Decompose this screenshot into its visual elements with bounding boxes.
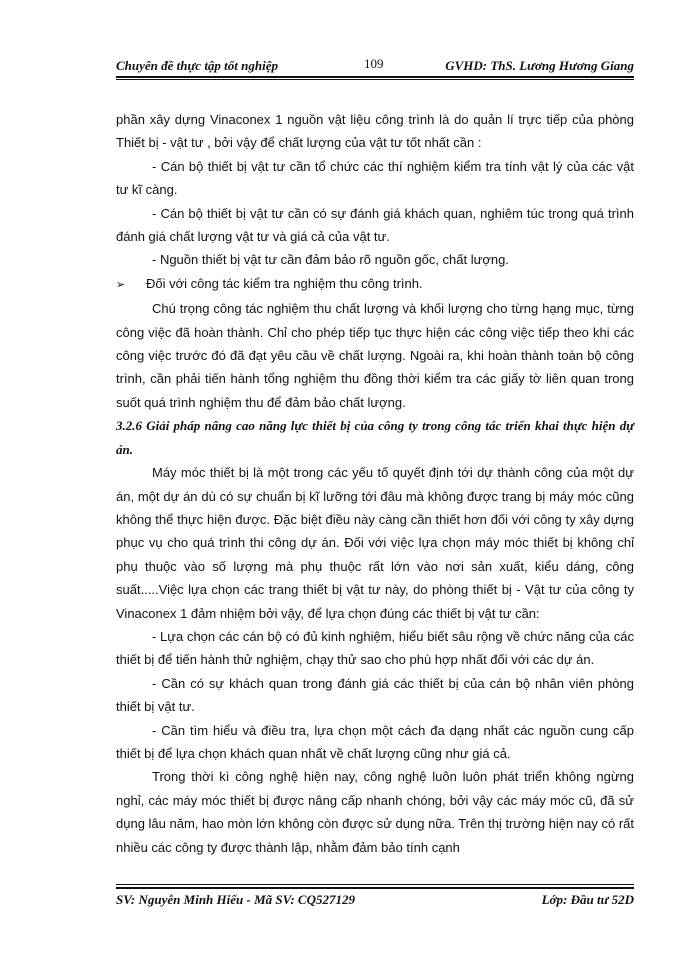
footer-class: Lớp: Đầu tư 52D <box>541 892 634 907</box>
bullet-item <box>116 272 634 297</box>
section-heading: 3.2.6 Giải pháp nâng cao năng lực thiết bị của công ty trong công tác triển khai thực hiện dự án. <box>116 418 634 457</box>
header-rule-thin <box>116 79 634 80</box>
header-supervisor: GVHD: ThS. Lương Hương Giang <box>445 58 634 73</box>
header-rule <box>116 76 634 78</box>
paragraph-2: - Cán bộ thiết bị vật tư cần tổ chức các thí nghiệm kiểm tra tính vật lý của các vật tư kĩ càng. <box>116 158 634 198</box>
footer-student: SV: Nguyễn Minh Hiếu - Mã SV: CQ527129 <box>116 892 355 907</box>
paragraph-3: - Cán bộ thiết bị vật tư cần có sự đánh giá khách quan, nghiêm túc trong quá trình đánh giá chất lượng vật tư và giá cả của vật tư. <box>116 205 634 245</box>
page-header <box>116 54 634 76</box>
page-number: 109 <box>364 56 384 71</box>
document-body <box>116 108 634 859</box>
arrow-bullet-icon: ➢ <box>116 278 126 291</box>
paragraph-1: phần xây dựng Vinaconex 1 nguồn vật liệu công trình là do quản lí trực tiếp của phòng Thiết bị - vật tư , bởi vậy để chất lượng của vật tư tốt nhất cần : <box>116 112 634 151</box>
bullet-text: Đối với công tác kiểm tra nghiệm thu công trình. <box>146 275 423 291</box>
paragraph-8: - Cần có sự khách quan trong đánh giá các thiết bị của cán bộ nhân viên phòng thiết bị vật tư. <box>116 675 634 715</box>
paragraph-7: - Lựa chọn các cán bộ có đủ kinh nghiệm, hiểu biết sâu rộng về chức năng của các thiết bị để tiến hành thử nghiệm, chạy thử sao cho phù hợp nhất đối với các dự án. <box>116 628 634 668</box>
footer-rule-thin <box>116 884 634 885</box>
page-footer <box>116 892 634 912</box>
header-title: Chuyên đề thực tập tốt nghiệp <box>116 58 278 73</box>
paragraph-10: Trong thời kì công nghệ hiện nay, công nghệ luôn luôn phát triển không ngừng nghỉ, các máy móc thiết bị được nâng cấp nhanh chóng, bởi vậy các máy móc cũ, đã sử dụng lâu năm, hao mòn lớn không còn được sử dụng nữa. Trên thị trường hiện nay có rất nhiều các công ty được thành lập, nhằm đảm bảo tính cạnh <box>116 769 634 855</box>
paragraph-9: - Cần tìm hiểu và điều tra, lựa chọn một cách đa dạng nhất các nguồn cung cấp thiết bị để lựa chọn khách quan nhất về chất lượng cũng như giá cả. <box>116 722 634 761</box>
paragraph-5: Chú trọng công tác nghiệm thu chất lượng và khối lượng cho từng hạng mục, từng công việc đã hoàn thành. Chỉ cho phép tiếp tục thực hiện các công việc tiếp theo khi các công việc trước đó đã đạt yêu cầu về chất lượng. Ngoài ra, khi hoàn thành toàn bộ công trình, cần phải tiến hành tổng nghiệm thu đồng thời kiểm tra các giấy tờ liên quan trong suốt quá trình nghiệm thu để đảm bảo chất lượng. <box>116 301 634 410</box>
paragraph-6: Máy móc thiết bị là một trong các yếu tố quyết định tới dự thành công của một dự án, một dự án dù có sự chuẩn bị kĩ lưỡng tới đâu mà không được trang bị máy móc cũng không thể thực hiện được. Đặc biệt điều này càng cần thiết hơn đối với công ty xây dựng phục vụ cho quá trình thi công dự án. Đối với việc lựa chọn máy móc thiết bị không chỉ phụ thuộc vào số lượng mà phụ thuộc rất lớn vào nơi sản xuất, kiểu dáng, công suất.....Việc lựa chọn các trang thiết bị vật tư này, do phòng thiết bị - Vật tư của công ty Vinaconex 1 đảm nhiệm bởi vậy, để lựa chọn đúng các thiết bị vật tư cần: <box>116 465 634 621</box>
paragraph-4: - Nguồn thiết bị vật tư cần đảm bảo rõ nguồn gốc, chất lượng. <box>152 252 509 268</box>
footer-rule <box>116 887 634 889</box>
